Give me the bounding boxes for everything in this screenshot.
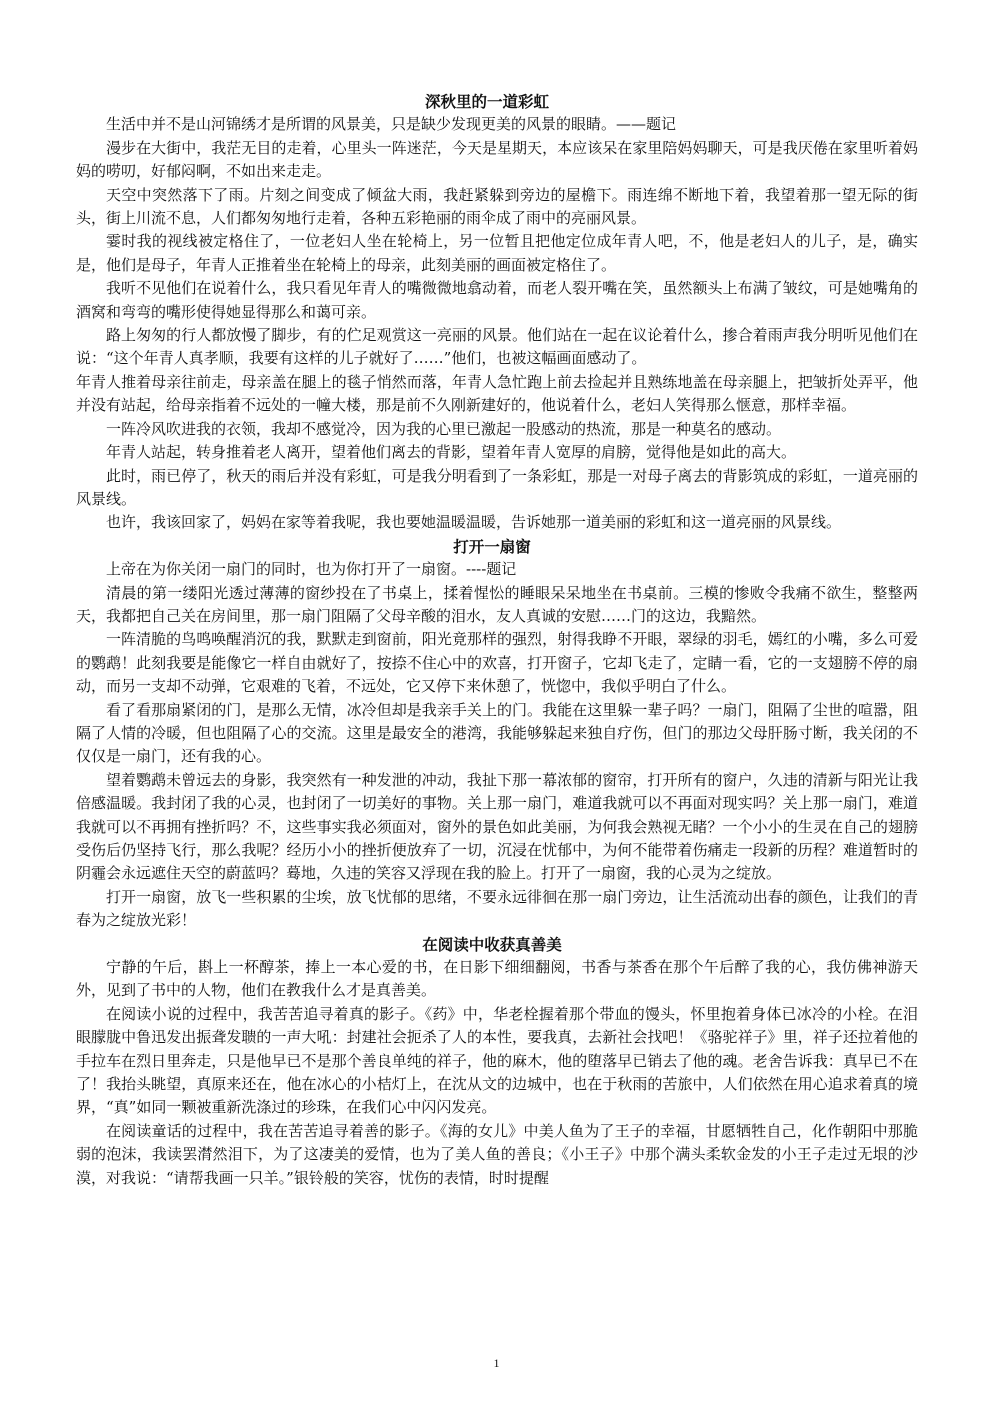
- page-number: 1: [493, 1356, 500, 1370]
- paragraph: 天空中突然落下了雨。片刻之间变成了倾盆大雨，我赶紧躲到旁边的屋檐下。雨连绵不断地下着，我望着那一望无际的街头，街上川流不息，人们都匆匆地行走着，各种五彩艳丽的雨伞成了雨中的亮丽风景。: [76, 185, 918, 228]
- article-title: 深秋里的一道彩虹: [424, 92, 549, 111]
- article-autumn-rainbow: [76, 90, 918, 535]
- paragraph: 也许，我该回家了，妈妈在家等着我呢，我也要她温暖温暖，告诉她那一道美丽的彩虹和这一道亮丽的风景线。: [106, 513, 842, 532]
- document-body: [76, 90, 918, 1190]
- paragraph: 望着鹦鹉未曾远去的身影，我突然有一种发泄的冲动，我扯下那一幕浓郁的窗帘，打开所有的窗户，久违的清新与阳光让我倍感温暖。我封闭了我的心灵，也封闭了一切美好的事物。关上那一扇门，难道我就可以不再面对现实吗？关上那一扇门，难道我就可以不再拥有挫折吗？不，这些事实我必须面对，窗外的景色如此美丽，为何我会熟视无睹？一个小小的生灵在自己的翅膀受伤后仍坚持飞行，那么我呢？经历小小的挫折便放弃了一切，沉浸在忧郁中，为何不能带着伤痛走一段新的历程？难道暂时的阴霾会永远遮住天空的蔚蓝吗？蓦地，久违的笑容又浮现在我的脸上。打开了一扇窗，我的心灵为之绽放。: [76, 770, 918, 883]
- paragraph: 此时，雨已停了，秋天的雨后并没有彩虹，可是我分明看到了一条彩虹，那是一对母子离去的背影筑成的彩虹，一道亮丽的风景线。: [76, 466, 918, 508]
- epigraph: 上帝在为你关闭一扇门的同时，也为你打开了一扇窗。----题记: [106, 560, 517, 579]
- paragraph: 在阅读小说的过程中，我苦苦追寻着真的影子。《药》中，华老栓握着那个带血的馒头，怀里抱着身体已冰冷的小栓。在泪眼朦胧中鲁迅发出振聋发聩的一声大吼：封建社会扼杀了人的本性，要我真，去新社会找吧！《骆驼祥子》里，祥子还拉着他的手拉车在烈日里奔走，只是他早已不是那个善良单纯的祥子，他的麻木，他的堕落早已销去了他的魂。老舍告诉我：真早已不在了！我抬头眺望，真原来还在，他在冰心的小桔灯上，在沈从文的边城中，也在于秋雨的苦旅中，人们依然在用心追求着真的境界，“真”如同一颗被重新洗涤过的珍珠，在我们心中闪闪发亮。: [76, 1004, 918, 1117]
- article-reading-truth-goodness-beauty: [76, 933, 918, 1190]
- paragraph: 打开一扇窗，放飞一些积累的尘埃，放飞忧郁的思绪，不要永远徘徊在那一扇门旁边，让生活流动出春的颜色，让我们的青春为之绽放光彩！: [76, 887, 918, 930]
- paragraph: 清晨的第一缕阳光透过薄薄的窗纱投在了书桌上，揉着惺忪的睡眼呆呆地坐在书桌前。三模的惨败令我痛不欲生，整整两天，我都把自己关在房间里，那一扇门阻隔了父母辛酸的泪水，友人真诚的安慰……门的这边，我黯然。: [76, 583, 918, 625]
- article-title: 打开一扇窗: [453, 536, 531, 556]
- paragraph: 路上匆匆的行人都放慢了脚步，有的伫足观赏这一亮丽的风景。他们站在一起在议论着什么，掺合着雨声我分明听见他们在说：“这个年青人真孝顺，我要有这样的儿子就好了……”他们，也被这幅画面感动了。: [76, 326, 918, 368]
- paragraph: 年青人推着母亲往前走，母亲盖在腿上的毯子悄然而落，年青人急忙跑上前去捡起并且熟练地盖在母亲腿上，把皱折处弄平，他并没有站起，给母亲指着不远处的一幢大楼，那是前不久刚新建好的，他说着什么，老妇人笑得那么惬意，那样幸福。: [76, 372, 918, 415]
- paragraph: 在阅读童话的过程中，我在苦苦追寻着善的影子。《海的女儿》中美人鱼为了王子的幸福，甘愿牺牲自己，化作朝阳中那脆弱的泡沫，我读罢潸然泪下，为了这凄美的爱情，也为了美人鱼的善良；《小王子》中那个满头柔软金发的小王子走过无垠的沙漠，对我说：“请帮我画一只羊。”银铃般的笑容，忧伤的表情，时时提醒: [76, 1121, 918, 1187]
- paragraph: 年青人站起，转身推着老人离开，望着他们离去的背影，望着年青人宽厚的肩膀，觉得他是如此的高大。: [106, 443, 797, 462]
- article-title: 在阅读中收获真善美: [422, 934, 562, 954]
- article-open-a-window: [76, 535, 918, 933]
- paragraph: 我听不见他们在说着什么，我只看见年青人的嘴微微地翕动着，而老人裂开嘴在笑，虽然额头上布满了皱纹，可是她嘴角的酒窝和弯弯的嘴形使得她显得那么和蔼可亲。: [76, 279, 918, 321]
- epigraph: 生活中并不是山河锦绣才是所谓的风景美，只是缺少发现更美的风景的眼睛。——题记: [106, 115, 677, 134]
- paragraph: 宁静的午后，斟上一杯醇茶，捧上一本心爱的书，在日影下细细翻阅，书香与茶香在那个午后醉了我的心，我仿佛神游天外，见到了书中的人物，他们在教我什么才是真善美。: [76, 958, 918, 1000]
- paragraph: 看了看那扇紧闭的门，是那么无情，冰冷但却是我亲手关上的门。我能在这里躲一辈子吗？一扇门，阻隔了尘世的喧嚣，阻隔了人情的冷暖，但也阻隔了心的交流。这里是最安全的港湾，我能够躲起来独自疗伤，但门的那边父母肝肠寸断，我关闭的不仅仅是一扇门，还有我的心。: [76, 700, 918, 766]
- paragraph: 漫步在大街中，我茫无目的走着，心里头一阵迷茫，今天是星期天，本应该呆在家里陪妈妈聊天，可是我厌倦在家里听着妈妈的唠叨，好郁闷啊，不如出来走走。: [76, 138, 918, 181]
- paragraph: 霎时我的视线被定格住了，一位老妇人坐在轮椅上，另一位暂且把他定位成年青人吧，不，他是老妇人的儿子，是，确实是，他们是母子，年青人正推着坐在轮椅上的母亲，此刻美丽的画面被定格住了。: [76, 232, 918, 274]
- paragraph: 一阵清脆的鸟鸣唤醒消沉的我，默默走到窗前，阳光竟那样的强烈，射得我睁不开眼，翠绿的羽毛，嫣红的小嘴，多么可爱的鹦鹉！此刻我要是能像它一样自由就好了，按捺不住心中的欢喜，打开窗子，它却飞走了，定睛一看，它的一支翅膀不停的扇动，而另一支却不动弹，它艰难的飞着，不远处，它又停下来休憩了，恍惚中，我似乎明白了什么。: [76, 630, 918, 696]
- paragraph: 一阵冷风吹进我的衣领，我却不感觉冷，因为我的心里已激起一股感动的热流，那是一种莫名的感动。: [106, 419, 782, 438]
